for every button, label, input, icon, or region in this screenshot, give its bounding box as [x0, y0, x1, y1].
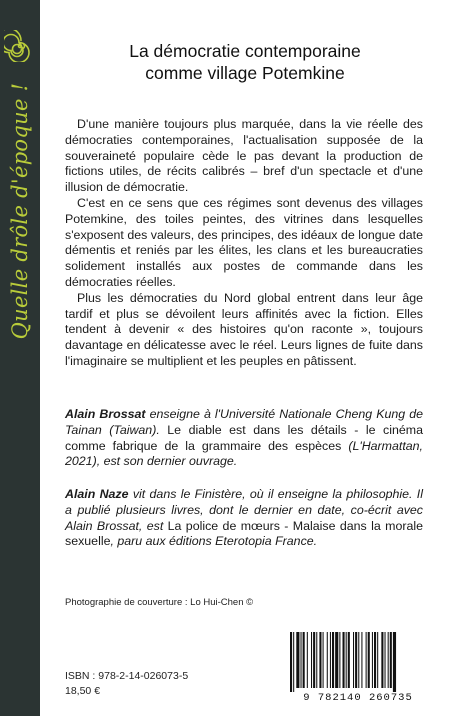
bio-text: , paru aux éditions Eterotopia France.: [110, 534, 318, 549]
paragraph-3: Plus les démocraties du Nord global entrent dans leur âge tardif et plus se dévoilent leurs affinités avec la fiction. Elles tendent à devenir « des histoires qu'on raconte », toujours davantage en délicatesse avec le réel. Leurs lignes de fuite dans l'imaginaire se multiplient et les peuples en pâtissent.: [65, 290, 423, 368]
barcode-bar: [293, 632, 294, 692]
book-reference: Le diable est dans les détails - le cinéma comme fabrique de la grammaire des espèces: [65, 422, 423, 453]
barcode-bar: [366, 632, 367, 688]
barcode: [286, 630, 430, 706]
barcode-bar: [346, 632, 347, 688]
barcode-bar: [343, 632, 345, 688]
barcode-bar: [301, 632, 302, 688]
title-line-1: La démocratie contemporaine: [129, 41, 361, 61]
barcode-bar: [327, 632, 328, 688]
barcode-bar: [385, 632, 386, 688]
barcode-bar: [307, 632, 308, 688]
bio-text: vit dans le Finistère, où il enseigne la philosophie. Il a publié plusieurs livres, dont le dernier en date, co-écrit avec Alain Brossat, est: [65, 487, 423, 533]
bio-text: enseigne à l'Université Nationale Cheng Kung de Tainan (Taiwan).: [65, 407, 424, 437]
barcode-bar: [311, 632, 312, 688]
back-cover-text: [65, 117, 423, 370]
barcode-bar: [330, 632, 331, 688]
barcode-bar: [361, 632, 362, 688]
author-name: Alain Brossat: [65, 407, 146, 421]
barcode-bar: [355, 632, 357, 688]
barcode-bar: [353, 632, 354, 688]
paragraph-2: C'est en ce sens que ces régimes sont devenus des villages Potemkine, des toiles peintes, des vitrines dans lesquelles s'exposent des valeurs, des principes, des idéaux de longue date démentis et reniés par les élites, les clans et les bureaucraties solidement installés aux postes de commande dans les démocraties réelles.: [65, 195, 423, 289]
barcode-bar: [332, 632, 334, 688]
barcode-bar: [339, 632, 340, 688]
price: 18,50 €: [65, 685, 101, 697]
barcode-bar: [377, 632, 378, 688]
barcode-bar: [368, 632, 370, 688]
barcode-bar: [358, 632, 359, 688]
barcode-bar: [374, 632, 376, 688]
title-line-2: comme village Potemkine: [145, 63, 345, 83]
barcode-bar: [381, 632, 383, 688]
barcode-digits: 9 782140 260735: [303, 692, 413, 704]
photo-credit: Photographie de couverture : Lo Hui-Chen ©: [65, 597, 254, 608]
author-bio-brossat: [65, 407, 423, 470]
spiral-icon: [4, 30, 36, 62]
barcode-bar: [323, 632, 324, 688]
barcode-bar: [335, 632, 338, 688]
barcode-bar: [290, 632, 292, 692]
barcode-bar: [390, 632, 392, 688]
author-bio-naze: [65, 487, 423, 550]
book-reference: La police de mœurs - Malaise dans la morale sexuelle: [65, 518, 424, 549]
isbn-block: [65, 669, 188, 699]
barcode-bar: [372, 632, 373, 688]
barcode-bar: [393, 632, 396, 692]
paragraph-1: D'une manière toujours plus marquée, dans la vie réelle des démocraties contemporaines, l'actualisation supposée de la souveraineté populaire cède le pas devant la production de fictions utiles, de récits calibrés – bref d'un spectacle et d'une illusion de démocratie.: [65, 117, 423, 195]
barcode-bars-icon: [286, 630, 430, 692]
barcode-bar: [319, 632, 321, 688]
isbn: ISBN : 978-2-14-026073-5: [65, 670, 189, 682]
barcode-bar: [348, 632, 350, 688]
author-name: Alain Naze: [65, 487, 129, 501]
spine-band: Quelle drôle d'époque !: [0, 0, 40, 716]
barcode-bar: [313, 632, 315, 688]
barcode-bar: [296, 632, 299, 688]
bio-text: (L'Harmattan, 2021), est son dernier ouvrage.: [65, 438, 423, 469]
barcode-bar: [388, 632, 389, 688]
barcode-bar: [316, 632, 317, 688]
barcode-bar: [303, 632, 305, 688]
book-title: [60, 40, 430, 84]
